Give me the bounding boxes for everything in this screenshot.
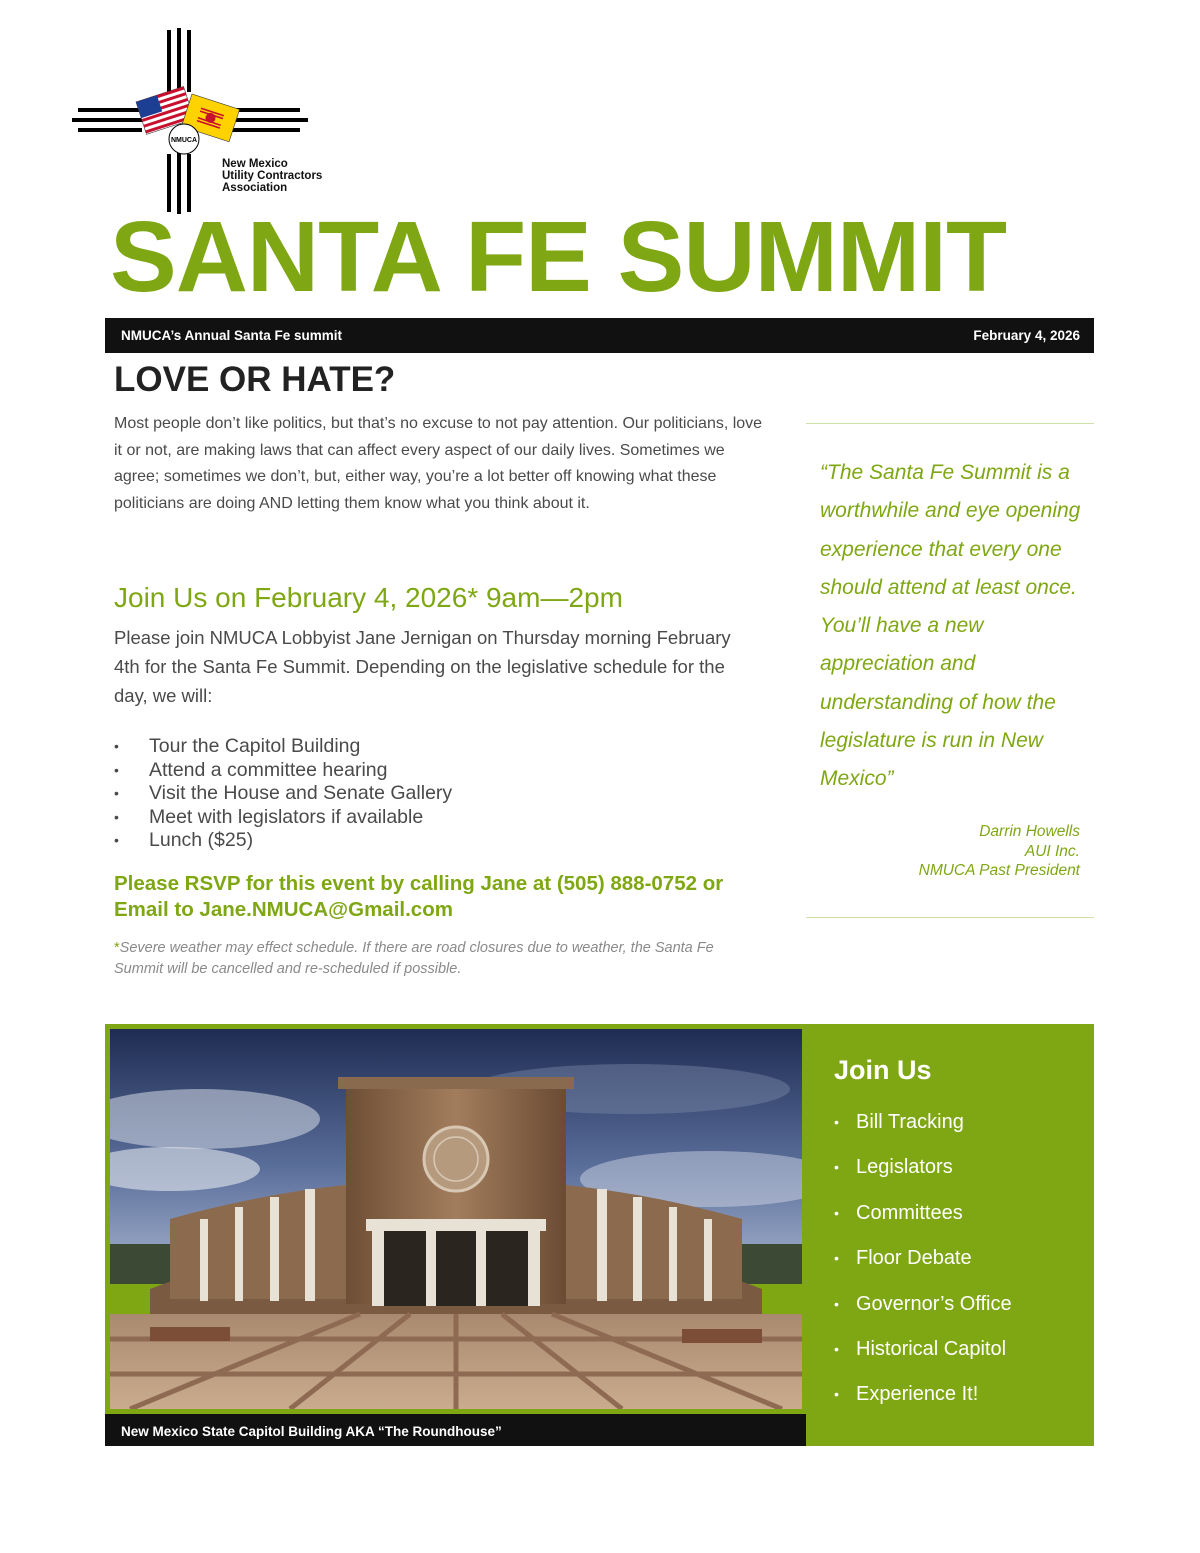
quote-author-role: NMUCA Past President: [918, 862, 1080, 879]
bullet-icon: •: [834, 1114, 839, 1130]
list-item-label: Bill Tracking: [856, 1111, 964, 1133]
bullet-icon: •: [834, 1295, 839, 1312]
list-item-label: Tour the Capitol Building: [149, 735, 361, 757]
list-item-label: Visit the House and Senate Gallery: [149, 782, 453, 804]
bullet-icon: •: [834, 1204, 839, 1221]
list-item: [834, 1100, 1012, 1145]
quote-divider-bottom: [806, 917, 1094, 918]
list-item-label: Lunch ($25): [149, 829, 254, 851]
banner-date: February 4, 2026: [973, 328, 1080, 343]
join-us-title: Join Us: [834, 1055, 932, 1085]
rsvp-text: Please RSVP for this event by calling Jane at (505) 888-0752 or Email to Jane.NMUCA@Gmail.com: [114, 872, 724, 921]
bullet-icon: •: [834, 1386, 839, 1403]
list-item: [114, 829, 452, 853]
bullet-icon: •: [114, 761, 119, 778]
activity-list: [114, 735, 452, 853]
quote-divider-top: [806, 423, 1094, 424]
quote-author-company: AUI Inc.: [1024, 842, 1080, 860]
list-item: [834, 1282, 1012, 1327]
weather-note: [114, 938, 764, 980]
logo-organization-name: [222, 158, 322, 194]
quote-attribution: [806, 822, 1080, 881]
photo-caption: New Mexico State Capitol Building AKA “The Roundhouse”: [121, 1424, 502, 1439]
list-item: [834, 1191, 1012, 1236]
header-banner: [105, 318, 1094, 353]
list-item-label: Historical Capitol: [856, 1338, 1007, 1361]
bullet-icon: •: [114, 832, 119, 848]
join-heading: Join Us on February 4, 2026* 9am—2pm: [114, 582, 623, 613]
list-item-label: Meet with legislators if available: [149, 805, 424, 828]
list-item-label: Attend a committee hearing: [149, 758, 388, 781]
quote-author-name: Darrin Howells: [979, 823, 1080, 840]
join-us-sidebar: [806, 1024, 1094, 1446]
list-item: [114, 782, 452, 806]
list-item-label: Legislators: [856, 1156, 953, 1179]
article-headline: LOVE OR HATE?: [114, 360, 396, 399]
logo-badge-text: NMUCA: [170, 137, 198, 144]
note-asterisk: *: [114, 940, 120, 956]
list-item: [114, 759, 452, 783]
list-item: [834, 1327, 1012, 1372]
bullet-icon: •: [834, 1250, 839, 1267]
banner-subtitle: NMUCA’s Annual Santa Fe summit: [121, 328, 343, 343]
list-item-label: Experience It!: [856, 1383, 979, 1406]
capitol-building-photo: [110, 1029, 802, 1409]
logo-org-line: Utility Contractors: [222, 170, 323, 182]
join-description: Please join NMUCA Lobbyist Jane Jernigan on Thursday morning February 4th for the Santa Fe Summit. Depending on the legislative schedule for the day, we will:: [114, 627, 731, 706]
logo-org-line: New Mexico: [222, 158, 288, 170]
list-item: [114, 806, 452, 830]
join-us-list: [834, 1100, 1012, 1418]
article-intro: Most people don’t like politics, but that’s no excuse to not pay attention. Our politicians, love it or not, are making laws that can affect every aspect of our daily lives. Sometimes we agree; sometimes we don’t, but, either way, you’re a lot better off knowing what these politicians are doing AND letting them know what you think about it.: [114, 415, 763, 512]
testimonial-quote: “The Santa Fe Summit is a worthwhile and eye opening experience that every one should attend at least once. You’ll have a new appreciation and understanding of how the legislature is run in New Mexico”: [820, 461, 1081, 791]
bullet-icon: •: [834, 1159, 839, 1176]
list-item: [834, 1372, 1012, 1417]
page-title: SANTA FE SUMMIT: [110, 201, 1007, 313]
logo-org-line: Association: [222, 182, 288, 194]
bullet-icon: •: [834, 1341, 839, 1358]
list-item: [114, 735, 452, 759]
bullet-icon: •: [114, 785, 119, 801]
list-item-label: Floor Debate: [856, 1247, 972, 1270]
bullet-icon: •: [114, 738, 119, 754]
note-text: Severe weather may effect schedule. If there are road closures due to weather, the Santa Fe Summit will be cancelled and re-scheduled if possible.: [114, 940, 714, 977]
list-item-label: Committees: [856, 1201, 963, 1224]
list-item-label: Governor’s Office: [856, 1292, 1012, 1315]
list-item: [834, 1236, 1012, 1281]
list-item: [834, 1145, 1012, 1190]
bullet-icon: •: [114, 808, 119, 825]
nmuca-logo: [70, 28, 370, 218]
photo-caption-bar: [105, 1414, 806, 1446]
